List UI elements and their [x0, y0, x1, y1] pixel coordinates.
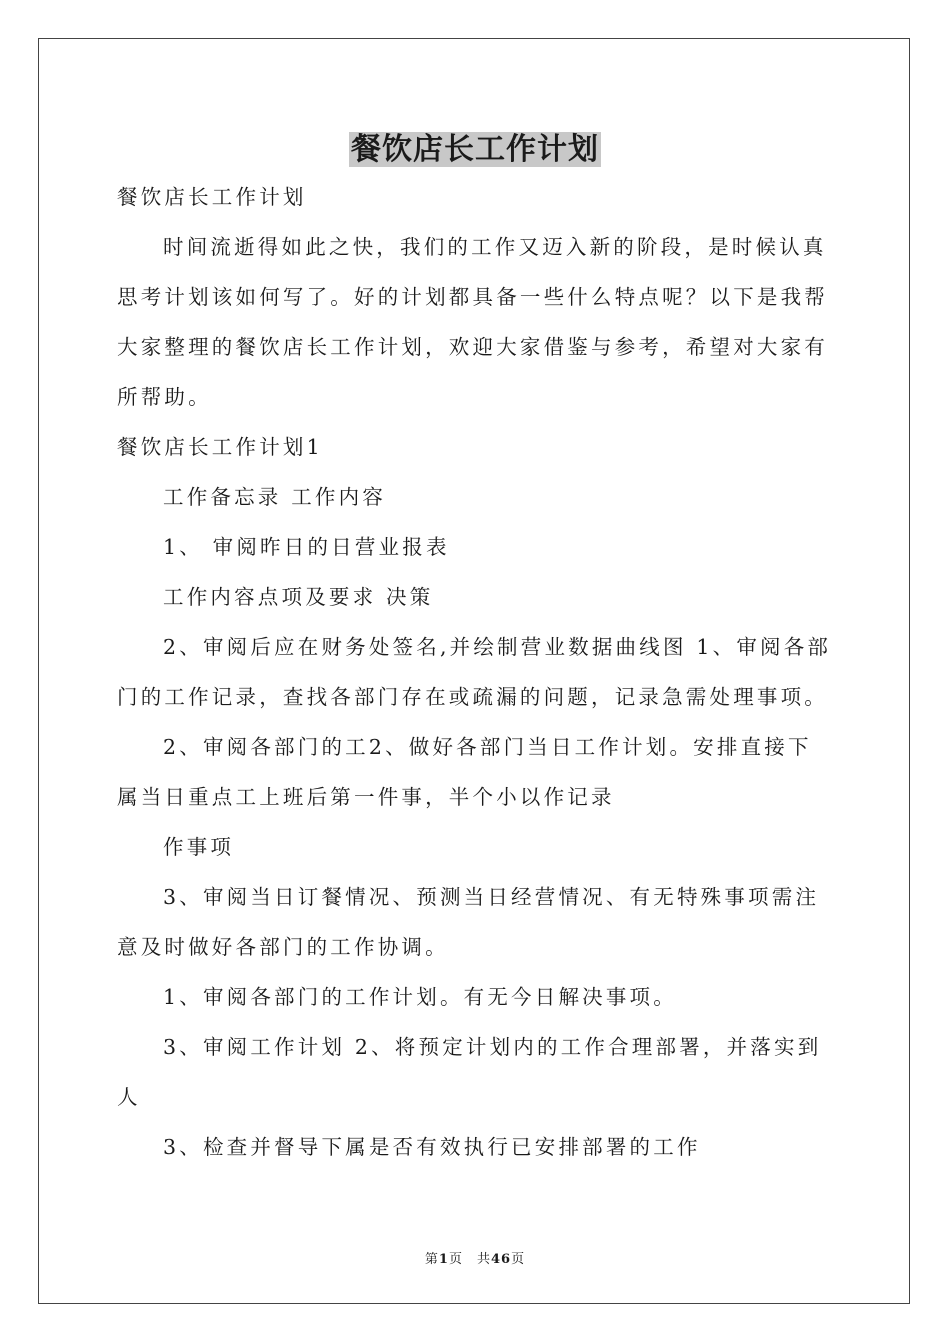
document-title: 餐饮店长工作计划 — [351, 132, 599, 167]
paragraph-line: 3、检查并督导下属是否有效执行已安排部署的工作 — [163, 1135, 701, 1159]
page-border — [38, 38, 910, 1304]
paragraph-line: 1、 审阅昨日的日营业报表 — [163, 535, 450, 559]
page-number: 1 — [438, 1252, 449, 1267]
paragraph-line: 3、审阅工作计划 2、将预定计划内的工作合理部署，并落实到 — [163, 1035, 822, 1059]
paragraph-line: 工作内容点项及要求 决策 — [163, 585, 434, 609]
paragraph-line: 门的工作记录，查找各部门存在或疏漏的问题，记录急需处理事项。 — [117, 685, 828, 709]
paragraph-line: 工作备忘录 工作内容 — [163, 485, 387, 509]
paragraph-line: 所帮助。 — [117, 385, 212, 409]
paragraph-line: 2、审阅后应在财务处签名,并绘制营业数据曲线图 1、审阅各部 — [163, 635, 832, 659]
paragraph-line: 时间流逝得如此之快，我们的工作又迈入新的阶段，是时候认真 — [163, 235, 827, 259]
paragraph-line: 3、审阅当日订餐情况、预测当日经营情况、有无特殊事项需注 — [163, 885, 820, 909]
paragraph-line: 属当日重点工上班后第一件事，半个小以作记录 — [117, 785, 615, 809]
page-footer: 第1页 共46页 — [424, 1252, 526, 1267]
page-total: 46 — [490, 1252, 512, 1267]
paragraph-line: 2、审阅各部门的工2、做好各部门当日工作计划。安排直接下 — [163, 735, 812, 759]
paragraph-line: 作事项 — [163, 835, 235, 859]
paragraph-line: 1、审阅各部门的工作计划。有无今日解决事项。 — [163, 985, 677, 1009]
section-heading: 餐饮店长工作计划1 — [117, 435, 323, 459]
paragraph-line: 意及时做好各部门的工作协调。 — [117, 935, 449, 959]
paragraph-line: 人 — [117, 1085, 141, 1109]
paragraph-line: 大家整理的餐饮店长工作计划，欢迎大家借鉴与参考，希望对大家有 — [117, 335, 828, 359]
paragraph-line: 思考计划该如何写了。好的计划都具备一些什么特点呢？以下是我帮 — [117, 285, 828, 309]
subtitle-line: 餐饮店长工作计划 — [117, 185, 307, 209]
